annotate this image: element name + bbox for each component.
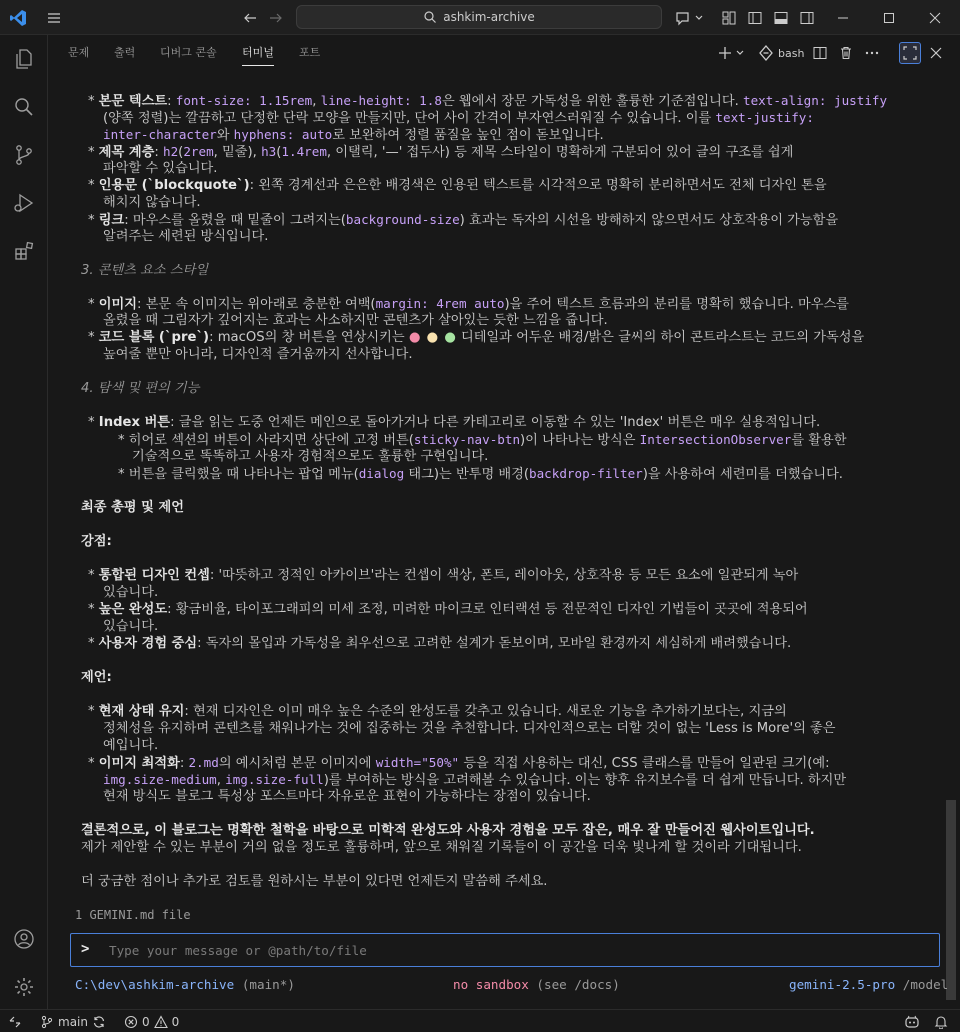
text-run: 높여줄 뿐만 아니라, 디자인적 즐거움까지 선사합니다. bbox=[103, 347, 413, 362]
inline-code: text-justify: bbox=[715, 110, 814, 125]
message-input[interactable] bbox=[109, 940, 929, 960]
text-run: (양쪽 정렬)는 깔끔하고 단정한 단락 모양을 만들지만, 단어 사이 간격이 부자연스러워질 수 있습니다. 이를 bbox=[103, 111, 716, 126]
text-run: : 현재 디자인은 이미 매우 높은 수준의 완성도를 갖추고 있습니다. 새로운 기능을 추가하기보다는, 지금의 bbox=[184, 704, 787, 719]
inline-code: font-size: 1.15rem bbox=[175, 93, 313, 108]
bold-text: 통합된 디자인 컨셉 bbox=[98, 568, 210, 583]
inline-code: 2rem bbox=[183, 144, 214, 159]
terminal-line bbox=[103, 312, 608, 329]
maximize-panel-icon[interactable] bbox=[899, 42, 921, 64]
inline-code: text-align: justify bbox=[743, 93, 888, 108]
text-run: 예입니다. bbox=[103, 738, 159, 753]
terminal-line bbox=[88, 414, 820, 431]
terminal-line bbox=[81, 873, 548, 890]
text-run: * bbox=[88, 602, 99, 617]
terminal-line bbox=[103, 194, 201, 211]
terminal-line bbox=[118, 431, 846, 449]
text-run: 해치지 않습니다. bbox=[103, 195, 201, 210]
inline-code: background-size bbox=[345, 212, 460, 227]
text-run: 디테일과 어두운 배경/밝은 글씨의 하이 콘트라스트는 코드의 가독성을 bbox=[456, 330, 865, 345]
text-run: 현재 방식도 블로그 특성상 포스트마다 자유로운 표현이 가능하다는 장점이 있습니다. bbox=[103, 789, 591, 804]
terminal-line bbox=[88, 601, 808, 618]
text-run: , bbox=[312, 94, 321, 109]
text-run: * bbox=[88, 145, 99, 160]
toggle-panel-icon[interactable] bbox=[770, 7, 792, 29]
text-run: , 이탤릭, '—' 접두사) 등 제목 스타일이 명확하게 구분되어 있어 글의 구조를 쉽게 bbox=[326, 145, 794, 160]
terminal-line bbox=[132, 448, 488, 465]
bold-text: 최종 총평 및 제언 bbox=[81, 500, 184, 515]
terminal-line bbox=[103, 346, 413, 363]
settings-gear-icon[interactable] bbox=[0, 963, 48, 1011]
prompt-caret-icon: > bbox=[81, 941, 90, 957]
git-branch-icon bbox=[40, 1015, 54, 1029]
text-run: : macOS의 창 버튼을 연상시키는 bbox=[209, 330, 409, 345]
text-run: * bbox=[88, 330, 99, 345]
terminal-line bbox=[81, 380, 200, 397]
text-run: 태그)는 반투명 배경( bbox=[404, 467, 529, 482]
terminal-line bbox=[103, 126, 604, 144]
text-run: 제가 제안할 수 있는 부분이 거의 없을 정도로 훌륭하며, 앞으로 채워질 기록들이 이 공간을 더욱 빛나게 할 것이라 기대됩니다. bbox=[81, 840, 802, 855]
run-debug-icon[interactable] bbox=[0, 179, 48, 227]
close-button[interactable] bbox=[912, 0, 958, 35]
text-run: * bbox=[88, 213, 99, 228]
cwd-path: C:\dev\ashkim-archive bbox=[75, 977, 235, 992]
bold-text: 결론적으로, 이 블로그는 명확한 철학을 바탕으로 미학적 완성도와 사용자 경험을 모두 잡은, 매우 잘 만들어진 웹사이트입니다. bbox=[81, 823, 815, 838]
terminal-line bbox=[103, 584, 158, 601]
bold-text: Index 버튼 bbox=[98, 415, 171, 430]
more-actions-icon[interactable] bbox=[862, 43, 882, 63]
inline-code: img.size-full bbox=[225, 772, 324, 787]
model-hint: /model bbox=[902, 977, 949, 992]
maximize-button[interactable] bbox=[866, 0, 912, 35]
terminal-line bbox=[103, 618, 158, 635]
inline-code: margin: 4rem auto bbox=[375, 296, 505, 311]
tab-ports[interactable]: 포트 bbox=[299, 46, 321, 59]
notifications-bell-icon[interactable] bbox=[934, 1013, 948, 1030]
terminal-line bbox=[88, 329, 864, 346]
terminal-line bbox=[103, 788, 591, 805]
terminal-line bbox=[88, 754, 830, 772]
activity-bar bbox=[0, 35, 48, 1009]
window-dots: ● ● ● bbox=[408, 330, 457, 345]
text-run: 정체성을 유지하며 콘텐츠를 채워나가는 것에 집중하는 것을 추천합니다. 디자인적으로는 더할 것이 없는 'Less is More'의 좋은 bbox=[103, 721, 836, 736]
branch-info: (main*) bbox=[241, 977, 295, 992]
text-run: 은 웹에서 장문 가독성을 위한 훌륭한 기준점입니다. bbox=[441, 94, 743, 109]
remote-icon[interactable] bbox=[8, 1013, 22, 1030]
text-run: * bbox=[88, 415, 99, 430]
terminal-line bbox=[88, 177, 827, 194]
text-run: 의 예시처럼 본문 이미지에 bbox=[218, 756, 376, 771]
inline-code: dialog bbox=[358, 466, 405, 481]
bold-text: 이미지 bbox=[98, 297, 138, 312]
text-run: * bbox=[88, 297, 99, 312]
text-run: , 밑줄), bbox=[213, 145, 262, 160]
message-input-box[interactable] bbox=[70, 933, 940, 967]
new-terminal-button[interactable] bbox=[718, 43, 748, 63]
text-run: 파악할 수 있습니다. bbox=[103, 161, 218, 176]
close-panel-icon[interactable] bbox=[926, 43, 946, 63]
branch-status[interactable] bbox=[40, 1013, 106, 1030]
copilot-chat-icon[interactable] bbox=[672, 7, 708, 29]
text-run: 알려주는 세련된 방식입니다. bbox=[103, 229, 269, 244]
terminal-line bbox=[88, 92, 887, 110]
bold-text: 현재 상태 유지 bbox=[98, 704, 185, 719]
inline-code: IntersectionObserver bbox=[639, 432, 792, 447]
terminal-line bbox=[103, 160, 218, 177]
text-run: : bbox=[154, 145, 163, 160]
terminal-line bbox=[103, 109, 814, 127]
cwd-info bbox=[75, 977, 295, 992]
terminal-line bbox=[103, 737, 158, 754]
text-run: , bbox=[216, 773, 226, 788]
terminal-scrollbar-thumb[interactable] bbox=[946, 800, 956, 1000]
section-heading: 3. 콘텐츠 요소 스타일 bbox=[81, 263, 209, 278]
text-run: 더 궁금한 점이나 추가로 검토를 원하시는 부분이 있다면 언제든지 말씀해 주세요. bbox=[81, 874, 548, 889]
section-heading: 4. 탐색 및 편의 기능 bbox=[81, 381, 200, 396]
text-run: : 왼쪽 경계선과 은은한 배경색은 인용된 텍스트를 시각적으로 명확히 분리하면서도 전체 디자인 톤을 bbox=[249, 178, 827, 193]
text-run: : bbox=[179, 756, 189, 771]
text-run: * bbox=[88, 636, 99, 651]
text-run: 를 활용한 bbox=[791, 433, 847, 448]
text-run: 등을 직접 사용하는 대신, CSS 클래스를 만들어 일관된 크기(예: bbox=[459, 756, 830, 771]
bold-text: 높은 완성도 bbox=[98, 602, 168, 617]
terminal-profile[interactable] bbox=[758, 43, 808, 63]
text-run: 기술적으로 똑똑하고 사용자 경험적으로도 훌륭한 구현입니다. bbox=[132, 449, 489, 464]
vscode-logo-icon bbox=[8, 8, 28, 28]
search-icon[interactable] bbox=[0, 83, 48, 131]
bold-text: 이미지 최적화 bbox=[98, 756, 180, 771]
search-label: ashkim-archive bbox=[443, 10, 535, 24]
terminal-line bbox=[81, 822, 815, 839]
model-name: gemini-2.5-pro bbox=[789, 977, 896, 992]
text-run: 있습니다. bbox=[103, 585, 159, 600]
inline-code: inter-character bbox=[103, 127, 217, 142]
tab-problems[interactable]: 문제 bbox=[68, 46, 90, 59]
bold-text: 코드 블록 (`pre`) bbox=[98, 330, 210, 345]
context-files-line: 1 GEMINI.md file bbox=[75, 908, 191, 922]
inline-code: hyphens: auto bbox=[233, 127, 333, 142]
text-run: * bbox=[88, 756, 99, 771]
toggle-primary-sidebar-icon[interactable] bbox=[744, 7, 766, 29]
text-run: : 글을 읽는 도중 언제든 메인으로 돌아가거나 다른 카테고리로 이동할 수 있는 'Index' 버튼은 매우 실용적입니다. bbox=[170, 415, 821, 430]
source-control-icon[interactable] bbox=[0, 131, 48, 179]
text-run: * 버튼을 클릭했을 때 나타나는 팝업 메뉴( bbox=[118, 467, 359, 482]
extensions-icon[interactable] bbox=[0, 227, 48, 275]
inline-code: backdrop-filter bbox=[529, 466, 643, 481]
bold-text: 본문 텍스트 bbox=[98, 94, 168, 109]
inline-code: line-height: 1.8 bbox=[320, 93, 442, 108]
error-icon bbox=[124, 1015, 138, 1029]
split-terminal-icon[interactable] bbox=[810, 43, 830, 63]
warning-count: 0 bbox=[171, 1014, 180, 1029]
text-run: 있습니다. bbox=[103, 619, 159, 634]
trash-icon[interactable] bbox=[836, 43, 856, 63]
sandbox-info bbox=[453, 977, 620, 992]
status-bar bbox=[0, 1009, 960, 1032]
layout-customize-icon[interactable] bbox=[718, 7, 740, 29]
inline-code: width="50%" bbox=[375, 755, 460, 770]
text-run: )이 나타나는 방식은 bbox=[520, 433, 640, 448]
text-run: ( bbox=[178, 145, 184, 160]
tab-output[interactable]: 출력 bbox=[114, 46, 136, 59]
sandbox-status: no sandbox bbox=[453, 977, 529, 992]
terminal-line bbox=[81, 669, 112, 686]
title-bar bbox=[0, 0, 960, 35]
problems-status[interactable] bbox=[124, 1013, 179, 1030]
inline-code: 2.md bbox=[188, 755, 219, 770]
terminal-line bbox=[88, 567, 798, 584]
terminal-line bbox=[88, 635, 791, 652]
tab-terminal[interactable]: 터미널 bbox=[242, 35, 274, 70]
text-run: * bbox=[88, 704, 99, 719]
sync-icon[interactable] bbox=[92, 1015, 106, 1029]
inline-code: h3 bbox=[261, 144, 277, 159]
sandbox-hint: (see /docs) bbox=[536, 977, 620, 992]
inline-code: 1.4rem bbox=[281, 144, 327, 159]
terminal-line bbox=[81, 499, 184, 516]
search-icon bbox=[423, 10, 437, 24]
minimize-button[interactable] bbox=[820, 0, 866, 35]
terminal-line bbox=[103, 228, 268, 245]
terminal-output[interactable] bbox=[48, 70, 944, 1009]
text-run: : 황금비율, 타이포그래피의 미세 조정, 미려한 마이크로 인터랙션 등 전문적인 디자인 기법들이 곳곳에 적용되어 bbox=[167, 602, 808, 617]
inline-code: sticky-nav-btn bbox=[413, 432, 521, 447]
text-run: )를 부여하는 방식을 고려해볼 수 있습니다. 이는 향후 유지보수를 더 쉽게 만듭니다. 하지만 bbox=[323, 773, 847, 788]
terminal-line bbox=[88, 143, 793, 161]
text-run: : 독자의 몰입과 가독성을 최우선으로 고려한 설계가 돋보이며, 모바일 환경까지 세심하게 배려했습니다. bbox=[197, 636, 792, 651]
text-run: : 마우스를 올렸을 때 밑줄이 그려지는( bbox=[124, 213, 346, 228]
inline-code: h2 bbox=[163, 144, 179, 159]
command-center-search[interactable] bbox=[296, 5, 662, 29]
terminal-line bbox=[81, 262, 208, 279]
text-run: : 본문 속 이미지는 위아래로 충분한 여백( bbox=[137, 297, 376, 312]
error-count: 0 bbox=[142, 1014, 150, 1029]
bold-text: 링크 bbox=[98, 213, 125, 228]
back-arrow-icon[interactable] bbox=[240, 8, 260, 28]
text-run: 올렸을 때 그림자가 깊어지는 효과는 사소하지만 콘텐츠가 살아있는 듯한 느낌을 줍니다. bbox=[103, 313, 608, 328]
explorer-icon[interactable] bbox=[0, 35, 48, 83]
text-run: 로 보완하여 정렬 품질을 높인 점이 돋보입니다. bbox=[332, 128, 604, 143]
terminal-line bbox=[81, 533, 112, 550]
model-info bbox=[789, 977, 948, 992]
text-run: : bbox=[167, 94, 176, 109]
menu-icon[interactable] bbox=[44, 8, 64, 28]
copilot-status-icon[interactable] bbox=[904, 1013, 920, 1030]
bash-terminal-icon bbox=[758, 45, 774, 61]
terminal-line bbox=[103, 720, 836, 737]
toggle-secondary-sidebar-icon[interactable] bbox=[796, 7, 818, 29]
bold-text: 인용문 (`blockquote`) bbox=[98, 178, 250, 193]
text-run: )을 사용하여 세련미를 더했습니다. bbox=[642, 467, 843, 482]
terminal-line bbox=[81, 839, 802, 856]
text-run: * 히어로 섹션의 버튼이 사라지면 상단에 고정 버튼( bbox=[118, 433, 414, 448]
text-run: )을 주어 텍스트 흐름과의 분리를 명확히 했습니다. 마우스를 bbox=[504, 297, 849, 312]
text-run: 와 bbox=[216, 128, 234, 143]
text-run: * bbox=[88, 94, 99, 109]
terminal-line bbox=[88, 703, 787, 720]
text-run: * bbox=[88, 178, 99, 193]
terminal-line bbox=[88, 211, 838, 229]
text-run: ( bbox=[276, 145, 282, 160]
branch-name: main bbox=[58, 1014, 88, 1029]
tab-debug-console[interactable]: 디버그 콘솔 bbox=[160, 46, 217, 59]
panel-header bbox=[48, 35, 960, 70]
inline-code: img.size-medium bbox=[103, 772, 217, 787]
bold-text: 강점: bbox=[81, 534, 112, 549]
bold-text: 제목 계층 bbox=[98, 145, 155, 160]
bold-text: 제언: bbox=[81, 670, 112, 685]
text-run: * bbox=[88, 568, 99, 583]
forward-arrow-icon[interactable] bbox=[266, 8, 286, 28]
terminal-line bbox=[88, 295, 849, 313]
terminal-line bbox=[103, 771, 846, 789]
terminal-line bbox=[118, 465, 843, 483]
bold-text: 사용자 경험 중심 bbox=[98, 636, 198, 651]
shell-label: bash bbox=[778, 46, 805, 60]
text-run: : '따뜻하고 정적인 아카이브'라는 컨셉이 색상, 폰트, 레이아웃, 상호작용 등 모든 요소에 일관되게 녹아 bbox=[209, 568, 799, 583]
account-icon[interactable] bbox=[0, 915, 48, 963]
warning-icon bbox=[154, 1015, 168, 1029]
text-run: ) 효과는 독자의 시선을 방해하지 않으면서도 상호작용이 가능함을 bbox=[459, 213, 839, 228]
